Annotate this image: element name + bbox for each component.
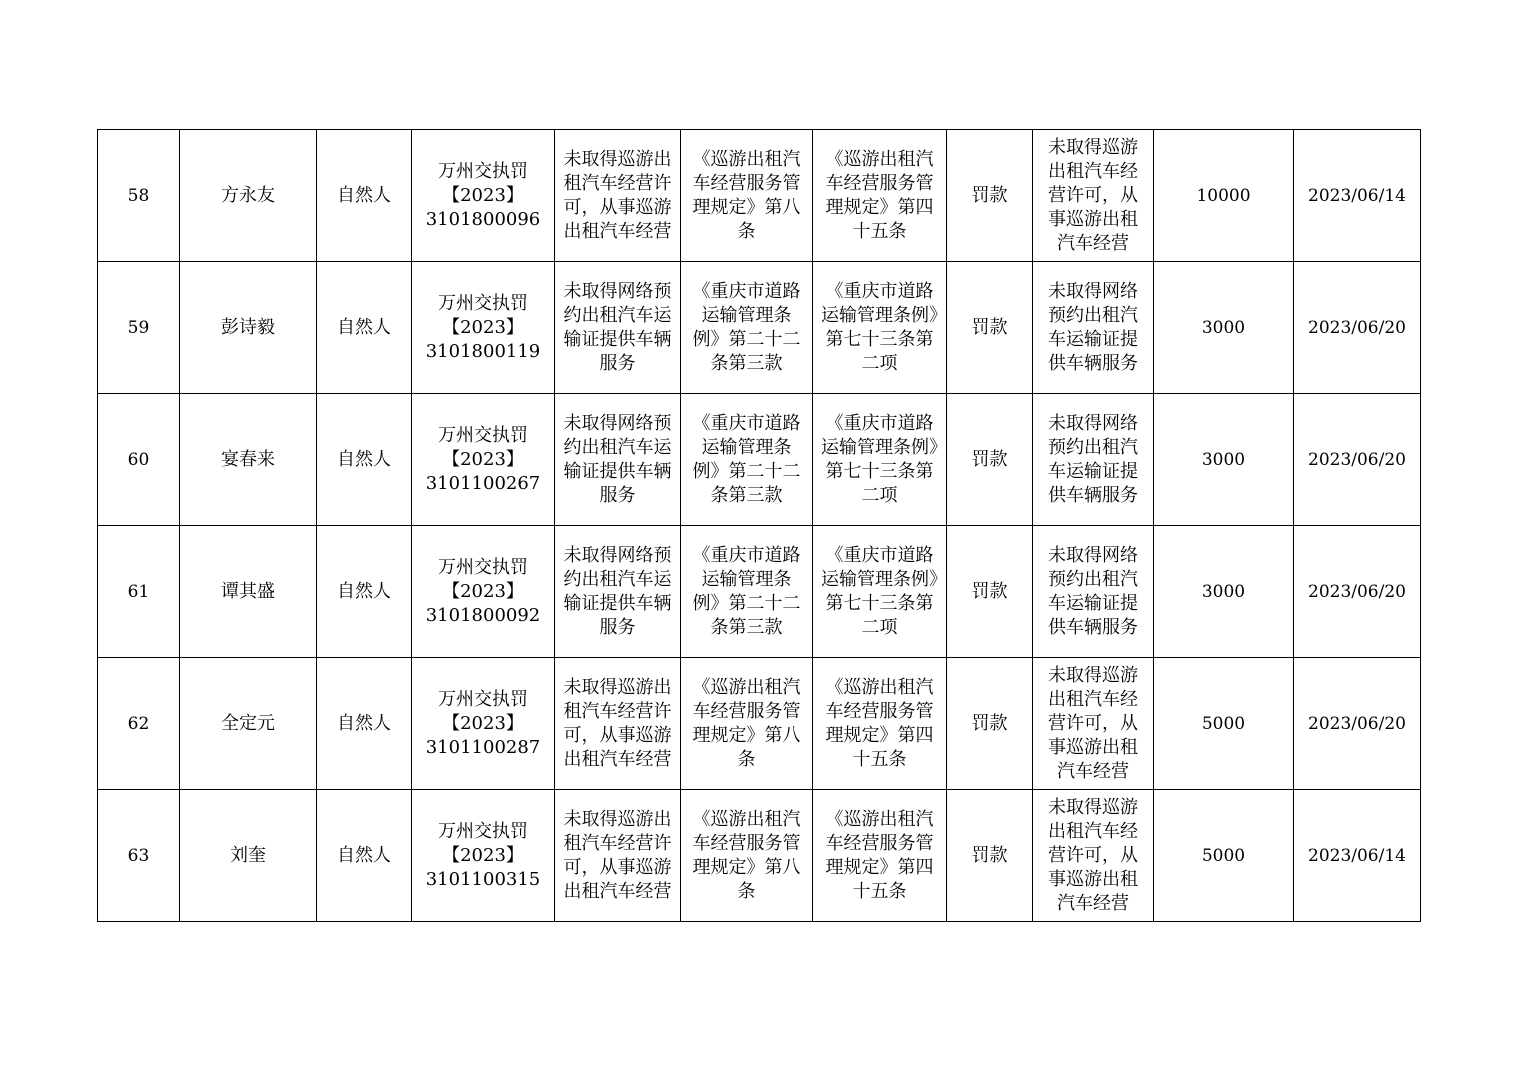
party-type: 自然人 <box>317 790 412 922</box>
penalty-provision: 《巡游出租汽车经营服务管理规定》第四十五条 <box>813 658 947 790</box>
penalty-provision: 《重庆市道路运输管理条例》第七十三条第二项 <box>813 526 947 658</box>
party-type: 自然人 <box>317 130 412 262</box>
penalty-provision: 《巡游出租汽车经营服务管理规定》第四十五条 <box>813 130 947 262</box>
row-number: 62 <box>98 658 180 790</box>
party-type: 自然人 <box>317 394 412 526</box>
decision-number-prefix: 万州交执罚 <box>438 424 528 446</box>
penalty-content: 未取得网络预约出租汽车运输证提供车辆服务 <box>1033 526 1154 658</box>
violation-fact: 未取得网络预约出租汽车运输证提供车辆服务 <box>555 394 681 526</box>
fine-amount: 3000 <box>1154 394 1294 526</box>
table-row <box>98 526 1421 658</box>
violation-fact: 未取得网络预约出租汽车运输证提供车辆服务 <box>555 262 681 394</box>
violated-provision: 《巡游出租汽车经营服务管理规定》第八条 <box>681 790 813 922</box>
violation-fact: 未取得网络预约出租汽车运输证提供车辆服务 <box>555 526 681 658</box>
decision-number <box>412 790 555 922</box>
violation-fact: 未取得巡游出租汽车经营许可，从事巡游出租汽车经营 <box>555 790 681 922</box>
decision-number-prefix: 万州交执罚 <box>438 556 528 578</box>
decision-number <box>412 526 555 658</box>
decision-number-year: 【2023】 <box>442 580 524 602</box>
row-number: 58 <box>98 130 180 262</box>
decision-date: 2023/06/20 <box>1294 658 1421 790</box>
decision-number-serial: 3101100287 <box>425 736 541 758</box>
party-name: 宴春来 <box>180 394 317 526</box>
decision-number-prefix: 万州交执罚 <box>438 688 528 710</box>
penalty-type: 罚款 <box>947 790 1033 922</box>
decision-number-prefix: 万州交执罚 <box>438 160 528 182</box>
table-body <box>98 130 1421 922</box>
penalty-provision: 《重庆市道路运输管理条例》第七十三条第二项 <box>813 394 947 526</box>
violated-provision: 《巡游出租汽车经营服务管理规定》第八条 <box>681 658 813 790</box>
fine-amount: 10000 <box>1154 130 1294 262</box>
row-number: 63 <box>98 790 180 922</box>
penalty-provision: 《重庆市道路运输管理条例》第七十三条第二项 <box>813 262 947 394</box>
party-name: 方永友 <box>180 130 317 262</box>
row-number: 61 <box>98 526 180 658</box>
fine-amount: 3000 <box>1154 526 1294 658</box>
table-row <box>98 130 1421 262</box>
party-type: 自然人 <box>317 658 412 790</box>
penalty-content: 未取得网络预约出租汽车运输证提供车辆服务 <box>1033 262 1154 394</box>
violated-provision: 《巡游出租汽车经营服务管理规定》第八条 <box>681 130 813 262</box>
decision-date: 2023/06/20 <box>1294 262 1421 394</box>
party-type: 自然人 <box>317 262 412 394</box>
decision-number-serial: 3101800119 <box>425 340 541 362</box>
decision-date: 2023/06/14 <box>1294 130 1421 262</box>
penalty-type: 罚款 <box>947 262 1033 394</box>
decision-number-serial: 3101800092 <box>425 604 541 626</box>
decision-number-year: 【2023】 <box>442 844 524 866</box>
penalty-content: 未取得巡游出租汽车经营许可，从事巡游出租汽车经营 <box>1033 130 1154 262</box>
party-name: 全定元 <box>180 658 317 790</box>
decision-number-year: 【2023】 <box>442 184 524 206</box>
decision-date: 2023/06/14 <box>1294 790 1421 922</box>
decision-date: 2023/06/20 <box>1294 526 1421 658</box>
party-name: 谭其盛 <box>180 526 317 658</box>
violated-provision: 《重庆市道路运输管理条例》第二十二条第三款 <box>681 262 813 394</box>
decision-number-serial: 3101800096 <box>425 208 541 230</box>
violated-provision: 《重庆市道路运输管理条例》第二十二条第三款 <box>681 526 813 658</box>
decision-number-year: 【2023】 <box>442 712 524 734</box>
table-row <box>98 262 1421 394</box>
decision-number-serial: 3101100267 <box>425 472 541 494</box>
decision-number-year: 【2023】 <box>442 448 524 470</box>
penalty-type: 罚款 <box>947 130 1033 262</box>
party-type: 自然人 <box>317 526 412 658</box>
row-number: 59 <box>98 262 180 394</box>
decision-number-prefix: 万州交执罚 <box>438 820 528 842</box>
violation-fact: 未取得巡游出租汽车经营许可，从事巡游出租汽车经营 <box>555 658 681 790</box>
table-row <box>98 790 1421 922</box>
penalty-provision: 《巡游出租汽车经营服务管理规定》第四十五条 <box>813 790 947 922</box>
penalty-content: 未取得巡游出租汽车经营许可，从事巡游出租汽车经营 <box>1033 658 1154 790</box>
penalty-type: 罚款 <box>947 394 1033 526</box>
decision-number-prefix: 万州交执罚 <box>438 292 528 314</box>
decision-number <box>412 130 555 262</box>
decision-number-year: 【2023】 <box>442 316 524 338</box>
penalty-type: 罚款 <box>947 658 1033 790</box>
decision-date: 2023/06/20 <box>1294 394 1421 526</box>
table-row <box>98 658 1421 790</box>
fine-amount: 5000 <box>1154 790 1294 922</box>
decision-number <box>412 394 555 526</box>
party-name: 彭诗毅 <box>180 262 317 394</box>
fine-amount: 3000 <box>1154 262 1294 394</box>
penalty-content: 未取得巡游出租汽车经营许可，从事巡游出租汽车经营 <box>1033 790 1154 922</box>
table-row <box>98 394 1421 526</box>
fine-amount: 5000 <box>1154 658 1294 790</box>
penalty-records-table <box>97 129 1421 922</box>
decision-number <box>412 262 555 394</box>
party-name: 刘奎 <box>180 790 317 922</box>
decision-number <box>412 658 555 790</box>
penalty-content: 未取得网络预约出租汽车运输证提供车辆服务 <box>1033 394 1154 526</box>
decision-number-serial: 3101100315 <box>425 868 541 890</box>
violated-provision: 《重庆市道路运输管理条例》第二十二条第三款 <box>681 394 813 526</box>
penalty-type: 罚款 <box>947 526 1033 658</box>
violation-fact: 未取得巡游出租汽车经营许可，从事巡游出租汽车经营 <box>555 130 681 262</box>
row-number: 60 <box>98 394 180 526</box>
